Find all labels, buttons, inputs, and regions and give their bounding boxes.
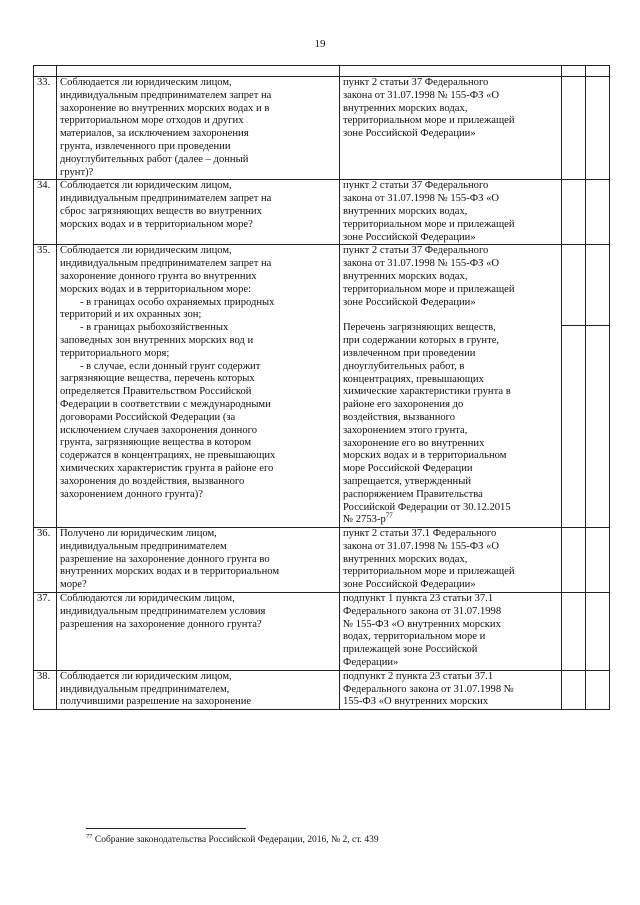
footnote-text: Собрание законодательства Российской Федерации, 2016, № 2, ст. 439 [92,835,379,845]
question-cell [57,245,340,528]
text-line: грунт)? [60,166,94,178]
text-line: Соблюдается ли юридическим лицом, [60,180,232,192]
text-line: закона от 31.07.1998 № 155-ФЗ «О [343,258,500,270]
text-line: захоронение донного грунта во внутренних [60,270,257,282]
text-line: пункт 2 статьи 37 Федерального [343,77,489,88]
text-line: районе его захоронения до [343,399,464,411]
answer-cell-yes[interactable] [562,670,586,709]
answer-subcell[interactable] [562,325,585,527]
text-line: захоронением этого грунта, [343,424,468,436]
text-line: индивидуальным предпринимателем условия [60,605,266,617]
text-line: водах, территориальном море и [343,631,486,643]
footnote-divider [86,828,246,829]
text-line: № 155-ФЗ «О внутренних морских [343,618,501,630]
text-line: зоне Российской Федерации» [343,231,476,243]
question-cell [57,593,340,671]
answer-cell-yes[interactable] [562,245,586,528]
text-line: концентрациях, превышающих [343,373,484,385]
table-row [34,180,610,245]
text-line: захоронение его во внутренних [343,437,485,449]
text-line: воздействия, вызванного [343,411,456,423]
text-line: внутренних морских водах, [343,270,468,282]
requirements-table [33,65,610,710]
text-line [343,511,559,527]
table-row [34,528,610,593]
text-line: территориальном море отходов и других [60,115,244,127]
answer-cell-no[interactable] [586,245,610,528]
question-item-line: исключением случаев захоронения донного [60,424,258,436]
question-cell [57,670,340,709]
answer-cell-no[interactable] [586,593,610,671]
text-line: разрешение на захоронение донного грунта во [60,553,270,565]
answer-cell-yes[interactable] [562,77,586,180]
answer-subcell[interactable] [586,245,609,326]
legal-reference-cell [340,593,562,671]
text-line: дноуглубительных работ (далее – донный [60,153,249,165]
text-line: индивидуальным предпринимателем [60,540,227,552]
text-line: закона от 31.07.1998 № 155-ФЗ «О [343,540,500,552]
footnote-reference: 77 [385,511,393,520]
text-line: захоронение во внутренних морских водах и в [60,102,270,114]
text-line: прилежащей зоне Российской [343,644,478,656]
legal-reference-cell [340,245,562,528]
text-line: пункт 2 статьи 37 Федерального [343,180,489,192]
legal-reference-cell [340,528,562,593]
text-line: зоне Российской Федерации» [343,128,476,140]
row-number: 34. [34,180,57,245]
question-item-line: - в границах особо охраняемых природных [80,296,275,308]
question-item-line: определяется Правительством Российской [60,386,252,398]
text-line: индивидуальным предпринимателем запрет на [60,258,272,270]
text-line: внутренних морских водах, [343,102,468,114]
text-line: Соблюдается ли юридическим лицом, [60,77,232,88]
question-item-line: грунта, загрязняющие вещества в котором [60,437,252,449]
answer-cell-no[interactable] [586,180,610,245]
question-item-line: химических характеристик грунта в районе его [60,462,274,474]
text-line: Российской Федерации от 30.12.2015 [343,501,511,513]
question-item-line: - в случае, если донный грунт содержит [80,360,261,372]
row-number: 36. [34,528,57,593]
reference-spacer [343,309,559,322]
question-item-line: территорий и их охранных зон; [60,309,202,321]
answer-cell-yes[interactable] [562,180,586,245]
text-line: территориальном море и прилежащей [343,115,515,127]
text-line: грунта, извлеченного при проведении [60,140,231,152]
text-line: пункт 2 статьи 37 Федерального [343,245,489,257]
question-item-line: содержатся в концентрациях, не превышающих [60,450,276,462]
text-line: извлеченном при проведении [343,347,476,359]
table-row [34,77,610,180]
text-line: Федерального закона от 31.07.1998 [343,605,502,617]
text-line: Соблюдается ли юридическим лицом, [60,670,232,682]
text-line: дноуглубительных работ, в [343,360,465,372]
text-line: территориальном море и прилежащей [343,283,515,295]
text-line: море Российской Федерации [343,463,473,475]
question-item-line: захоронения до воздействия, вызванного [60,475,245,487]
legal-reference-cell [340,180,562,245]
text-line: Федерального закона от 31.07.1998 № [343,683,514,695]
answer-subcell[interactable] [562,245,585,326]
text-line: распоряжением Правительства [343,488,483,500]
legal-reference-cell [340,77,562,180]
row-number: 37. [34,593,57,671]
text-line: зоне Российской Федерации» [343,296,476,308]
text-line: получившими разрешение на захоронение [60,696,252,708]
question-cell [57,528,340,593]
legal-reference-cell [340,670,562,709]
row-number: 35. [34,245,57,528]
answer-cell-yes[interactable] [562,593,586,671]
question-item-line: Федерации в соответствии с международными [60,398,271,410]
text-line: внутренних морских водах и в территориальном [60,566,280,578]
question-item-line: - в границах рыбохозяйственных [80,322,229,334]
text-line: пункт 2 статьи 37.1 Федерального [343,528,497,540]
answer-cell-no[interactable] [586,77,610,180]
footnote-marker: 77 [86,832,93,840]
text-line: химические характеристики грунта в [343,386,511,398]
table-row [34,593,610,671]
text-line: внутренних морских водах, [343,553,468,565]
question-item-line: договорами Российской Федерации (за [60,411,236,423]
answer-subcell[interactable] [586,325,609,527]
row-number: 33. [34,77,57,180]
decree-number: № 2753-р [343,514,386,526]
text-line: морских водах и в территориальном [343,450,507,462]
text-line: материалов, за исключением захоронения [60,128,249,140]
text-line: зоне Российской Федерации» [343,579,476,591]
answer-cell-no[interactable] [586,528,610,593]
text-line: Получено ли юридическим лицом, [60,528,217,540]
text-line: территориальном море и прилежащей [343,218,515,230]
page-number: 19 [314,38,326,50]
question-item-line: заповедных зон внутренних морских вод и [60,334,254,346]
text-line: подпункт 2 пункта 23 статьи 37.1 [343,670,494,682]
text-line: Федерации» [343,657,399,669]
question-item-line: захоронением донного грунта)? [60,488,203,500]
question-cell [57,180,340,245]
text-line: индивидуальным предпринимателем запрет на [60,193,272,205]
text-line: закона от 31.07.1998 № 155-ФЗ «О [343,89,500,101]
text-line: морских водах и в территориальном море? [60,218,253,230]
question-cell [57,77,340,180]
text-line: Соблюдается ли юридическим лицом, [60,245,232,257]
text-line: Соблюдаются ли юридическим лицом, [60,593,235,605]
answer-cell-no[interactable] [586,670,610,709]
text-line: 155-ФЗ «О внутренних морских [343,696,489,708]
text-line: морских водах и в территориальном море: [60,283,252,295]
answer-cell-yes[interactable] [562,528,586,593]
question-item-line: территориального моря; [60,347,170,359]
table-header-row [34,66,610,77]
text-line: индивидуальным предпринимателем, [60,683,230,695]
text-line: подпункт 1 пункта 23 статьи 37.1 [343,593,494,605]
text-line: Перечень загрязняющих веществ, [343,322,496,334]
text-line: сброс загрязняющих веществ во внутренних [60,205,262,217]
text-line: разрешения на захоронение донного грунта? [60,618,262,630]
text-line: море? [60,579,87,591]
text-line: при содержании которых в грунте, [343,335,500,347]
text-line: территориальном море и прилежащей [343,566,515,578]
footnote [86,834,586,846]
question-item-line: загрязняющие вещества, перечень которых [60,373,255,385]
text-line: индивидуальным предпринимателем запрет на [60,89,272,101]
text-line: запрещается, утвержденный [343,475,472,487]
table-row [34,245,610,528]
row-number: 38. [34,670,57,709]
text-line: внутренних морских водах, [343,205,468,217]
text-line: закона от 31.07.1998 № 155-ФЗ «О [343,193,500,205]
table-row [34,670,610,709]
